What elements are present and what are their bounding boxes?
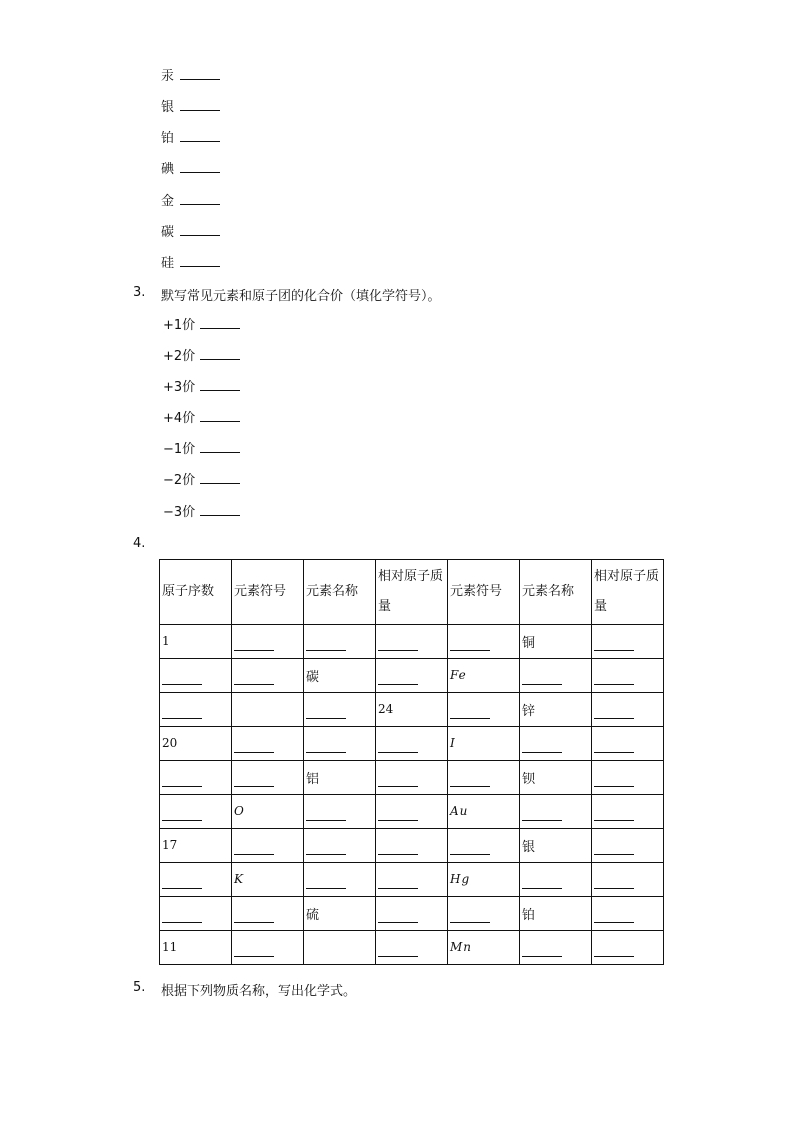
element-line-iodine <box>161 159 220 179</box>
table-cell <box>376 897 448 931</box>
answer-blank[interactable] <box>378 740 418 753</box>
answer-blank[interactable] <box>450 910 490 923</box>
cell-value: 24 <box>378 702 394 716</box>
table-cell <box>232 727 304 761</box>
table-cell <box>520 897 592 931</box>
table-cell <box>520 693 592 727</box>
answer-blank[interactable] <box>378 808 418 821</box>
table-row <box>160 897 664 931</box>
table-cell <box>376 931 448 965</box>
answer-blank[interactable] <box>306 808 346 821</box>
answer-blank[interactable] <box>378 876 418 889</box>
table-cell <box>448 659 520 693</box>
cell-value: Au <box>450 804 469 818</box>
answer-blank[interactable] <box>378 842 418 855</box>
cell-value: 钡 <box>522 772 536 787</box>
cell-value: 1 <box>162 634 170 648</box>
answer-blank[interactable] <box>234 910 274 923</box>
table-cell <box>448 761 520 795</box>
table-cell <box>160 897 232 931</box>
table-cell <box>304 727 376 761</box>
answer-blank[interactable] <box>200 315 240 329</box>
table-cell <box>232 761 304 795</box>
table-cell <box>376 659 448 693</box>
element-table <box>159 559 664 965</box>
answer-blank[interactable] <box>180 128 220 142</box>
valence-line <box>163 346 240 366</box>
cell-value: 银 <box>522 840 536 855</box>
table-cell <box>592 897 664 931</box>
element-name: 汞 <box>161 69 175 84</box>
answer-blank[interactable] <box>594 910 634 923</box>
answer-blank[interactable] <box>162 672 202 685</box>
answer-blank[interactable] <box>162 774 202 787</box>
cell-value: Mn <box>450 940 473 954</box>
answer-blank[interactable] <box>594 740 634 753</box>
header-cell: 元素名称 <box>520 560 592 625</box>
header-cell: 原子序数 <box>160 560 232 625</box>
table-cell <box>304 897 376 931</box>
question-4-number: 4. <box>133 536 146 551</box>
answer-blank[interactable] <box>162 706 202 719</box>
table-row <box>160 931 664 965</box>
answer-blank[interactable] <box>162 876 202 889</box>
answer-blank[interactable] <box>522 944 562 957</box>
table-cell <box>376 795 448 829</box>
answer-blank[interactable] <box>306 638 346 651</box>
table-cell <box>520 727 592 761</box>
answer-blank[interactable] <box>378 944 418 957</box>
table-cell <box>304 693 376 727</box>
table-cell <box>592 659 664 693</box>
table-cell <box>376 727 448 761</box>
answer-blank[interactable] <box>180 222 220 236</box>
header-cell: 元素名称 <box>304 560 376 625</box>
table-cell <box>376 625 448 659</box>
table-cell <box>520 829 592 863</box>
table-cell <box>448 897 520 931</box>
table-cell <box>520 795 592 829</box>
table-cell <box>520 659 592 693</box>
table-cell <box>304 931 376 965</box>
table-cell <box>160 625 232 659</box>
table-row <box>160 625 664 659</box>
valence-label: −3价 <box>163 505 196 520</box>
answer-blank[interactable] <box>200 408 240 422</box>
answer-blank[interactable] <box>594 638 634 651</box>
table-cell <box>160 795 232 829</box>
table-row <box>160 727 664 761</box>
valence-label: +3价 <box>163 380 196 395</box>
valence-line <box>163 315 240 335</box>
table-cell <box>520 863 592 897</box>
table-cell <box>592 795 664 829</box>
cell-value: 20 <box>162 736 178 750</box>
element-name: 碘 <box>161 162 175 177</box>
answer-blank[interactable] <box>200 470 240 484</box>
table-cell <box>160 829 232 863</box>
answer-blank[interactable] <box>234 944 274 957</box>
table-cell <box>520 931 592 965</box>
table-cell <box>520 625 592 659</box>
table-cell <box>232 829 304 863</box>
answer-blank[interactable] <box>594 876 634 889</box>
element-line-gold <box>161 191 220 211</box>
answer-blank[interactable] <box>594 672 634 685</box>
cell-value: Fe <box>450 668 467 682</box>
answer-blank[interactable] <box>378 910 418 923</box>
answer-blank[interactable] <box>522 672 562 685</box>
element-line-platinum <box>161 128 220 148</box>
answer-blank[interactable] <box>162 910 202 923</box>
table-cell <box>232 625 304 659</box>
table-body <box>160 625 664 965</box>
answer-blank[interactable] <box>234 842 274 855</box>
table-cell <box>304 863 376 897</box>
question-3-text: 默写常见元素和原子团的化合价（填化学符号）。 <box>161 289 441 304</box>
cell-value: 硫 <box>306 908 320 923</box>
answer-blank[interactable] <box>234 774 274 787</box>
cell-value: 锌 <box>522 704 536 719</box>
answer-blank[interactable] <box>450 842 490 855</box>
table-cell <box>592 727 664 761</box>
answer-blank[interactable] <box>594 842 634 855</box>
table-cell <box>304 795 376 829</box>
element-name: 金 <box>161 194 175 209</box>
valence-label: +2价 <box>163 349 196 364</box>
answer-blank[interactable] <box>378 638 418 651</box>
question-3-number: 3. <box>133 285 146 300</box>
answer-blank[interactable] <box>200 346 240 360</box>
table-row <box>160 795 664 829</box>
table-cell <box>160 761 232 795</box>
answer-blank[interactable] <box>200 377 240 391</box>
answer-blank[interactable] <box>594 706 634 719</box>
question-5-text: 根据下列物质名称，写出化学式。 <box>161 984 357 999</box>
table-cell <box>448 829 520 863</box>
answer-blank[interactable] <box>200 502 240 516</box>
valence-line <box>163 439 240 459</box>
table-cell <box>592 693 664 727</box>
answer-blank[interactable] <box>180 191 220 205</box>
table-cell <box>304 625 376 659</box>
table-cell <box>232 863 304 897</box>
table-cell <box>160 727 232 761</box>
answer-blank[interactable] <box>306 740 346 753</box>
element-name: 碳 <box>161 225 175 240</box>
answer-blank[interactable] <box>180 66 220 80</box>
element-line-carbon <box>161 222 220 242</box>
table-cell <box>160 659 232 693</box>
table-row <box>160 693 664 727</box>
table-cell <box>160 693 232 727</box>
table-cell <box>232 693 304 727</box>
table-cell <box>304 761 376 795</box>
cell-value: 碳 <box>306 670 320 685</box>
table-cell <box>376 863 448 897</box>
answer-blank[interactable] <box>594 808 634 821</box>
table-cell <box>304 659 376 693</box>
table-cell <box>592 863 664 897</box>
cell-value: K <box>234 872 244 886</box>
table-cell <box>448 795 520 829</box>
table-cell <box>592 829 664 863</box>
answer-blank[interactable] <box>234 672 274 685</box>
table-row <box>160 829 664 863</box>
table-cell <box>448 693 520 727</box>
answer-blank[interactable] <box>594 944 634 957</box>
cell-value: 铝 <box>306 772 320 787</box>
answer-blank[interactable] <box>306 842 346 855</box>
valence-line <box>163 377 240 397</box>
answer-blank[interactable] <box>522 808 562 821</box>
table-cell <box>160 931 232 965</box>
element-line-silicon <box>161 253 220 273</box>
answer-blank[interactable] <box>450 706 490 719</box>
answer-blank[interactable] <box>180 159 220 173</box>
answer-blank[interactable] <box>200 439 240 453</box>
answer-blank[interactable] <box>522 876 562 889</box>
table-cell <box>376 693 448 727</box>
table-cell <box>160 863 232 897</box>
table-cell <box>232 897 304 931</box>
answer-blank[interactable] <box>180 97 220 111</box>
element-name: 硅 <box>161 256 175 271</box>
table-cell <box>592 625 664 659</box>
element-name: 铂 <box>161 131 175 146</box>
table-cell <box>448 727 520 761</box>
table-header-row <box>160 560 664 625</box>
table-cell <box>376 761 448 795</box>
element-line-silver <box>161 97 220 117</box>
header-cell: 相对原子质量 <box>376 560 448 625</box>
table-cell <box>448 625 520 659</box>
header-cell: 元素符号 <box>232 560 304 625</box>
cell-value: 铂 <box>522 908 536 923</box>
cell-value: Hg <box>450 872 471 886</box>
valence-label: −1价 <box>163 442 196 457</box>
valence-label: +1价 <box>163 318 196 333</box>
answer-blank[interactable] <box>378 672 418 685</box>
answer-blank[interactable] <box>450 774 490 787</box>
valence-label: −2价 <box>163 473 196 488</box>
table-cell <box>376 829 448 863</box>
question-5-number: 5. <box>133 980 146 995</box>
table-cell <box>592 761 664 795</box>
cell-value: 11 <box>162 940 178 954</box>
table-cell <box>448 931 520 965</box>
element-name: 银 <box>161 100 175 115</box>
element-line-mercury <box>161 66 220 86</box>
header-cell: 元素符号 <box>448 560 520 625</box>
cell-value: 17 <box>162 838 178 852</box>
valence-line <box>163 470 240 490</box>
answer-blank[interactable] <box>522 740 562 753</box>
answer-blank[interactable] <box>594 774 634 787</box>
table-cell <box>448 863 520 897</box>
table-cell <box>592 931 664 965</box>
valence-label: +4价 <box>163 411 196 426</box>
answer-blank[interactable] <box>162 808 202 821</box>
table-cell <box>304 829 376 863</box>
valence-line <box>163 408 240 428</box>
answer-blank[interactable] <box>180 253 220 267</box>
table-row <box>160 863 664 897</box>
header-cell: 相对原子质量 <box>592 560 664 625</box>
cell-value: I <box>450 736 456 750</box>
table-cell <box>520 761 592 795</box>
table-cell <box>232 795 304 829</box>
table-row <box>160 659 664 693</box>
answer-blank[interactable] <box>306 876 346 889</box>
table-cell <box>232 659 304 693</box>
cell-value: 铜 <box>522 636 536 651</box>
answer-blank[interactable] <box>450 638 490 651</box>
answer-blank[interactable] <box>234 740 274 753</box>
valence-line <box>163 502 240 522</box>
cell-value: O <box>234 804 245 818</box>
table-row <box>160 761 664 795</box>
answer-blank[interactable] <box>234 638 274 651</box>
table-cell <box>232 931 304 965</box>
answer-blank[interactable] <box>378 774 418 787</box>
answer-blank[interactable] <box>306 706 346 719</box>
